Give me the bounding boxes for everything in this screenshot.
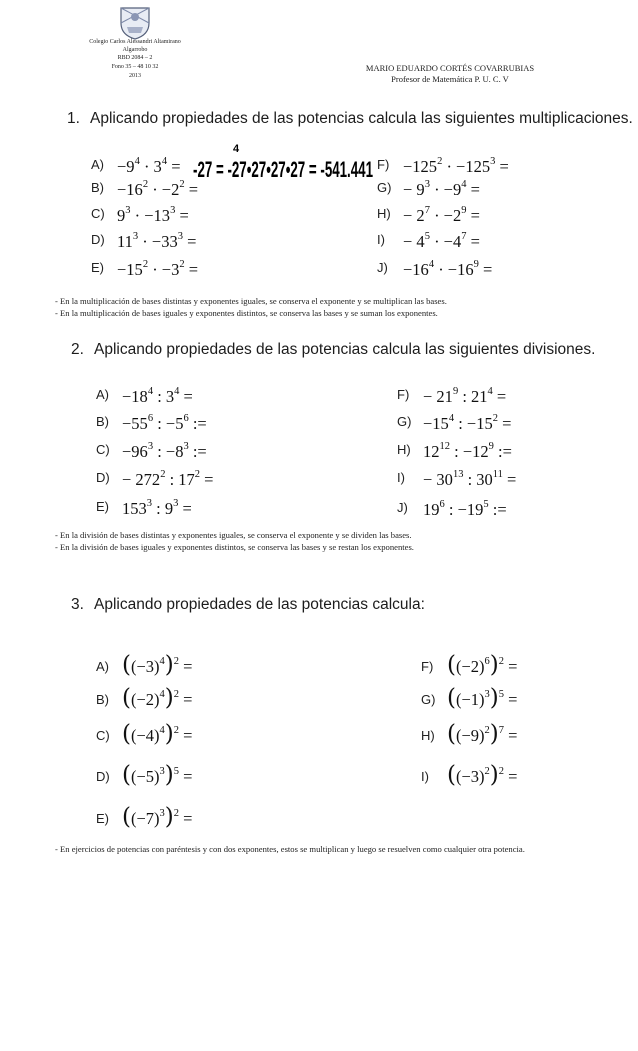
school-town: Algarrobo bbox=[122, 47, 148, 53]
handwritten-exponent: 4 bbox=[233, 143, 240, 155]
note-1-a: - En la multiplicación de bases distintas y exponentes iguales, se conserva el exponente y se multiplican las bases. bbox=[55, 296, 447, 306]
teacher-role: Profesor de Matemática P. U. C. V bbox=[391, 74, 509, 84]
school-year: 2013 bbox=[129, 73, 141, 79]
note-1-b: - En la multiplicación de bases iguales y exponentes distintos, se conserva las bases y se suman los exponentes. bbox=[55, 308, 438, 318]
section-2-title: 2. Aplicando propiedades de las potencias calcula las siguientes divisiones. bbox=[71, 341, 596, 358]
note-2-a: - En la división de bases distintas y exponentes iguales, se conserva el exponente y se dividen las bases. bbox=[55, 530, 412, 540]
school-name: Colegio Carlos Alessandri Altamirano bbox=[89, 39, 181, 45]
note-2-b: - En la división de bases iguales y exponentes distintos, se conserva las bases y se restan los exponentes. bbox=[55, 542, 414, 552]
section-3-title: 3. Aplicando propiedades de las potencias calcula: bbox=[71, 596, 425, 613]
handwritten-answer bbox=[193, 143, 375, 181]
handwritten-calculation: -27 = -27•27•27•27 = -541.441 bbox=[193, 157, 373, 181]
section-1-title: 1. Aplicando propiedades de las potencias calcula las siguientes multiplicaciones. bbox=[67, 110, 633, 127]
teacher-name: MARIO EDUARDO CORTÉS COVARRUBIAS bbox=[365, 63, 535, 73]
school-phone: Fono 35 – 48 10 32 bbox=[111, 64, 159, 70]
school-crest-logo bbox=[117, 5, 153, 41]
note-3-a: - En ejercicios de potencias con paréntesis y con dos exponentes, estos se multiplican y luego se resuelven como cualquier otra potencia. bbox=[55, 844, 525, 854]
school-rbd: RBD 2084 – 2 bbox=[117, 55, 153, 61]
